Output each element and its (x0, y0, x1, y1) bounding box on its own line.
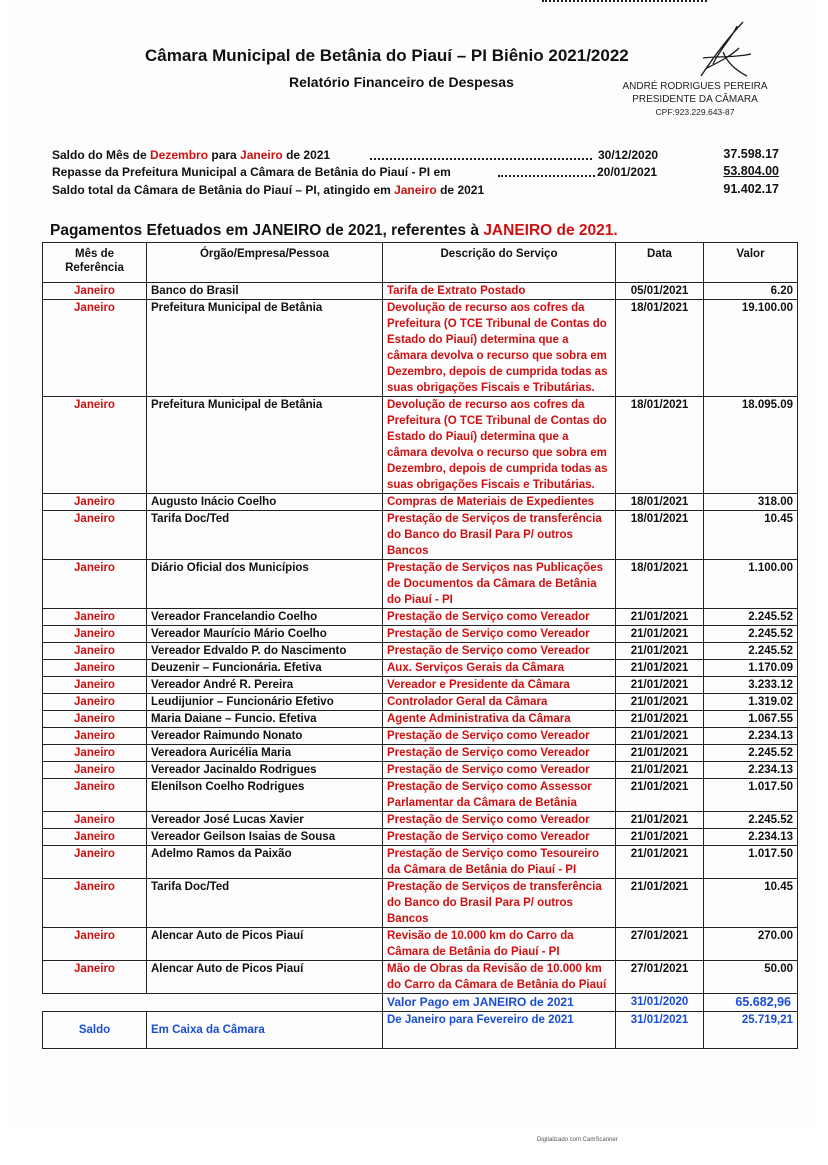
cell-desc: Devolução de recurso aos cofres da Prefeitura (O TCE Tribunal de Contas do Estado do Piauí) determina que a câmara devolva o recurso que sobra em Dezembro, depois de cumprida todas as suas obrigações Fiscais e Tributárias. (383, 397, 616, 494)
table-row (43, 609, 798, 626)
cell-org: Vereador Geilson Isaias de Sousa (147, 829, 383, 846)
cell-org: Tarifa Doc/Ted (147, 511, 383, 560)
table-header-row (43, 243, 798, 283)
cell-desc: Prestação de Serviços nas Publicações de Documentos da Câmara de Betânia do Piauí - PI (383, 560, 616, 609)
table-row (43, 728, 798, 745)
scanner-watermark: Digitalizado com CamScanner (537, 1137, 618, 1143)
header-valor: Valor (704, 243, 798, 283)
cell-org: Diário Oficial dos Municípios (147, 560, 383, 609)
cell-valor: 2.234.13 (704, 762, 798, 779)
saldo-row (43, 1012, 798, 1049)
cell-org: Alencar Auto de Picos Piauí (147, 928, 383, 961)
cell-data: 21/01/2021 (616, 660, 704, 677)
table-row (43, 711, 798, 728)
cell-desc: Prestação de Serviço como Tesoureiro da Câmara de Betânia do Piauí - PI (383, 846, 616, 879)
cell-valor: 3.233.12 (704, 677, 798, 694)
cell-mes: Janeiro (43, 626, 147, 643)
cell-valor: 2.245.52 (704, 609, 798, 626)
cell-valor: 1.319.02 (704, 694, 798, 711)
table-row (43, 762, 798, 779)
table-row (43, 511, 798, 560)
cell-data: 18/01/2021 (616, 511, 704, 560)
cell-data: 18/01/2021 (616, 494, 704, 511)
cell-mes: Janeiro (43, 961, 147, 994)
signature-icon (693, 18, 753, 84)
cell-org: Vereador Jacinaldo Rodrigues (147, 762, 383, 779)
dotted-leader (498, 175, 595, 177)
cell-org: Maria Daiane – Funcio. Efetiva (147, 711, 383, 728)
stamp-cpf: CPF:923.229.643-87 (655, 107, 735, 117)
cell-desc: Prestação de Serviço como Vereador (383, 626, 616, 643)
dotted-leader (370, 158, 592, 160)
table-row (43, 660, 798, 677)
cell-desc: Tarifa de Extrato Postado (383, 283, 616, 300)
cell-desc: Controlador Geral da Câmara (383, 694, 616, 711)
cell-valor: 1.017.50 (704, 779, 798, 812)
cell-valor: 2.245.52 (704, 812, 798, 829)
cell-valor: 2.234.13 (704, 728, 798, 745)
empty-cell (43, 994, 147, 1012)
cell-data: 21/01/2021 (616, 626, 704, 643)
cell-mes: Janeiro (43, 560, 147, 609)
cell-valor: 10.45 (704, 879, 798, 928)
document-title: Câmara Municipal de Betânia do Piauí – PI Biênio 2021/2022 (145, 46, 629, 65)
cell-data: 21/01/2021 (616, 711, 704, 728)
cell-data: 21/01/2021 (616, 829, 704, 846)
table-row (43, 779, 798, 812)
table-row (43, 300, 798, 397)
cell-desc: Vereador e Presidente da Câmara (383, 677, 616, 694)
cell-valor: 6.20 (704, 283, 798, 300)
cell-mes: Janeiro (43, 494, 147, 511)
saldo-value: 25.719,21 (704, 1012, 798, 1049)
payments-title (50, 222, 618, 240)
table-row (43, 560, 798, 609)
summary-line-1 (52, 148, 330, 162)
cell-mes: Janeiro (43, 745, 147, 762)
cell-mes: Janeiro (43, 846, 147, 879)
cell-org: Vereador Francelandio Coelho (147, 609, 383, 626)
cell-org: Alencar Auto de Picos Piauí (147, 961, 383, 994)
cell-data: 21/01/2021 (616, 694, 704, 711)
cell-valor: 19.100.00 (704, 300, 798, 397)
cell-data: 21/01/2021 (616, 643, 704, 660)
cell-mes: Janeiro (43, 829, 147, 846)
header-mes: Mês de Referência (43, 243, 147, 283)
cell-org: Leudijunior – Funcionário Efetivo (147, 694, 383, 711)
cell-desc: Prestação de Serviços de transferência do Banco do Brasil Para P/ outros Bancos (383, 511, 616, 560)
cell-org: Deuzenir – Funcionária. Efetiva (147, 660, 383, 677)
cell-org: Vereador Raimundo Nonato (147, 728, 383, 745)
cell-valor: 10.45 (704, 511, 798, 560)
header-org: Órgão/Empresa/Pessoa (147, 243, 383, 283)
cell-org: Adelmo Ramos da Paixão (147, 846, 383, 879)
cell-desc: Prestação de Serviços de transferência do Banco do Brasil Para P/ outros Bancos (383, 879, 616, 928)
summary-value-2: 53.804.00 (723, 164, 779, 178)
cell-org: Prefeitura Municipal de Betânia (147, 397, 383, 494)
saldo-org: Em Caixa da Câmara (147, 1012, 383, 1049)
summary-value-1: 37.598.17 (723, 147, 779, 161)
cell-mes: Janeiro (43, 728, 147, 745)
cell-org: Prefeitura Municipal de Betânia (147, 300, 383, 397)
table-row (43, 643, 798, 660)
cell-mes: Janeiro (43, 660, 147, 677)
total-desc: Valor Pago em JANEIRO de 2021 (383, 994, 616, 1012)
cell-mes: Janeiro (43, 677, 147, 694)
cell-data: 21/01/2021 (616, 879, 704, 928)
cell-desc: Prestação de Serviço como Vereador (383, 745, 616, 762)
cell-data: 21/01/2021 (616, 609, 704, 626)
payments-table (42, 242, 798, 1049)
payments-title-text: Pagamentos Efetuados em JANEIRO de 2021, referentes à (50, 222, 484, 239)
table-row (43, 494, 798, 511)
summary-line-3 (52, 183, 484, 197)
cell-data: 21/01/2021 (616, 728, 704, 745)
cell-valor: 2.245.52 (704, 643, 798, 660)
table-row (43, 879, 798, 928)
saldo-label: Saldo (43, 1012, 147, 1049)
cell-desc: Prestação de Serviço como Vereador (383, 643, 616, 660)
cell-valor: 1.067.55 (704, 711, 798, 728)
summary-date-2: 20/01/2021 (597, 165, 658, 179)
total-value: 65.682,96 (704, 994, 798, 1012)
document-subtitle: Relatório Financeiro de Despesas (289, 74, 514, 90)
cell-data: 21/01/2021 (616, 745, 704, 762)
cell-mes: Janeiro (43, 511, 147, 560)
table-row (43, 694, 798, 711)
cell-valor: 1.017.50 (704, 846, 798, 879)
cell-desc: Prestação de Serviço como Vereador (383, 609, 616, 626)
summary-month-highlight: Dezembro (150, 148, 209, 162)
cell-valor: 18.095.09 (704, 397, 798, 494)
cell-org: Vereador Edvaldo P. do Nascimento (147, 643, 383, 660)
table-row (43, 626, 798, 643)
saldo-desc: De Janeiro para Fevereiro de 2021 (383, 1012, 616, 1049)
cell-desc: Mão de Obras da Revisão de 10.000 km do Carro da Câmara de Betânia do Piauí (383, 961, 616, 994)
summary-value-3: 91.402.17 (723, 182, 779, 196)
cell-valor: 2.245.52 (704, 626, 798, 643)
cell-desc: Revisão de 10.000 km do Carro da Câmara de Betânia do Piauí - PI (383, 928, 616, 961)
cell-mes: Janeiro (43, 879, 147, 928)
cell-data: 21/01/2021 (616, 812, 704, 829)
cell-mes: Janeiro (43, 762, 147, 779)
cell-desc: Prestação de Serviço como Vereador (383, 728, 616, 745)
table-row (43, 961, 798, 994)
cell-org: Banco do Brasil (147, 283, 383, 300)
cell-data: 21/01/2021 (616, 762, 704, 779)
cell-desc: Prestação de Serviço como Vereador (383, 812, 616, 829)
table-row (43, 812, 798, 829)
cell-valor: 318.00 (704, 494, 798, 511)
empty-cell (147, 994, 383, 1012)
bottom-margin (0, 1128, 828, 1165)
cell-org: Tarifa Doc/Ted (147, 879, 383, 928)
table-row (43, 745, 798, 762)
dotted-leader (542, 0, 707, 2)
cell-desc: Prestação de Serviço como Vereador (383, 829, 616, 846)
cell-org: Vereador José Lucas Xavier (147, 812, 383, 829)
cell-valor: 270.00 (704, 928, 798, 961)
stamp-role: PRESIDENTE DA CÂMARA (632, 94, 758, 105)
cell-data: 18/01/2021 (616, 397, 704, 494)
cell-desc: Aux. Serviços Gerais da Câmara (383, 660, 616, 677)
cell-desc: Prestação de Serviço como Assessor Parlamentar da Câmara de Betânia (383, 779, 616, 812)
cell-desc: Compras de Materiais de Expedientes (383, 494, 616, 511)
summary-text: Saldo total da Câmara de Betânia do Piauí – PI, atingido em (52, 183, 395, 197)
cell-mes: Janeiro (43, 300, 147, 397)
cell-mes: Janeiro (43, 283, 147, 300)
cell-mes: Janeiro (43, 928, 147, 961)
table-row (43, 829, 798, 846)
cell-data: 21/01/2021 (616, 779, 704, 812)
total-date: 31/01/2020 (616, 994, 704, 1012)
table-row (43, 283, 798, 300)
cell-valor: 2.234.13 (704, 829, 798, 846)
summary-line-2: Repasse da Prefeitura Municipal a Câmara de Betânia do Piauí - PI em (52, 165, 451, 179)
cell-org: Augusto Inácio Coelho (147, 494, 383, 511)
stamp-name: ANDRÉ RODRIGUES PEREIRA (622, 81, 768, 92)
header-desc: Descrição do Serviço (383, 243, 616, 283)
cell-desc: Prestação de Serviço como Vereador (383, 762, 616, 779)
table-row (43, 846, 798, 879)
cell-data: 05/01/2021 (616, 283, 704, 300)
summary-date-1: 30/12/2020 (598, 148, 659, 162)
cell-valor: 1.170.09 (704, 660, 798, 677)
total-row (43, 994, 798, 1012)
cell-valor: 1.100.00 (704, 560, 798, 609)
summary-month-highlight: Janeiro (240, 148, 283, 162)
cell-org: Vereador Maurício Mário Coelho (147, 626, 383, 643)
cell-data: 21/01/2021 (616, 846, 704, 879)
payments-title-month: JANEIRO de 2021. (483, 222, 618, 239)
cell-mes: Janeiro (43, 779, 147, 812)
summary-text: para (208, 148, 241, 162)
cell-org: Vereadora Auricélia Maria (147, 745, 383, 762)
cell-mes: Janeiro (43, 397, 147, 494)
cell-mes: Janeiro (43, 609, 147, 626)
saldo-date: 31/01/2021 (616, 1012, 704, 1049)
cell-org: Elenilson Coelho Rodrigues (147, 779, 383, 812)
cell-data: 18/01/2021 (616, 560, 704, 609)
cell-desc: Devolução de recurso aos cofres da Prefeitura (O TCE Tribunal de Contas do Estado do Piauí) determina que a câmara devolva o recurso que sobra em Dezembro, depois de cumprida todas as suas obrigações Fiscais e Tributárias. (383, 300, 616, 397)
cell-data: 21/01/2021 (616, 677, 704, 694)
summary-text: de 2021 (282, 148, 331, 162)
table-row (43, 397, 798, 494)
cell-valor: 50.00 (704, 961, 798, 994)
cell-mes: Janeiro (43, 643, 147, 660)
table-row (43, 928, 798, 961)
cell-mes: Janeiro (43, 694, 147, 711)
cell-desc: Agente Administrativa da Câmara (383, 711, 616, 728)
cell-data: 18/01/2021 (616, 300, 704, 397)
cell-valor: 2.245.52 (704, 745, 798, 762)
cell-mes: Janeiro (43, 812, 147, 829)
cell-org: Vereador André R. Pereira (147, 677, 383, 694)
cell-data: 27/01/2021 (616, 928, 704, 961)
summary-month-highlight: Janeiro (394, 183, 437, 197)
cell-data: 27/01/2021 (616, 961, 704, 994)
table-row (43, 677, 798, 694)
summary-text: Saldo do Mês de (52, 148, 151, 162)
president-stamp (600, 80, 790, 119)
header-data: Data (616, 243, 704, 283)
summary-text: de 2021 (436, 183, 485, 197)
cell-mes: Janeiro (43, 711, 147, 728)
